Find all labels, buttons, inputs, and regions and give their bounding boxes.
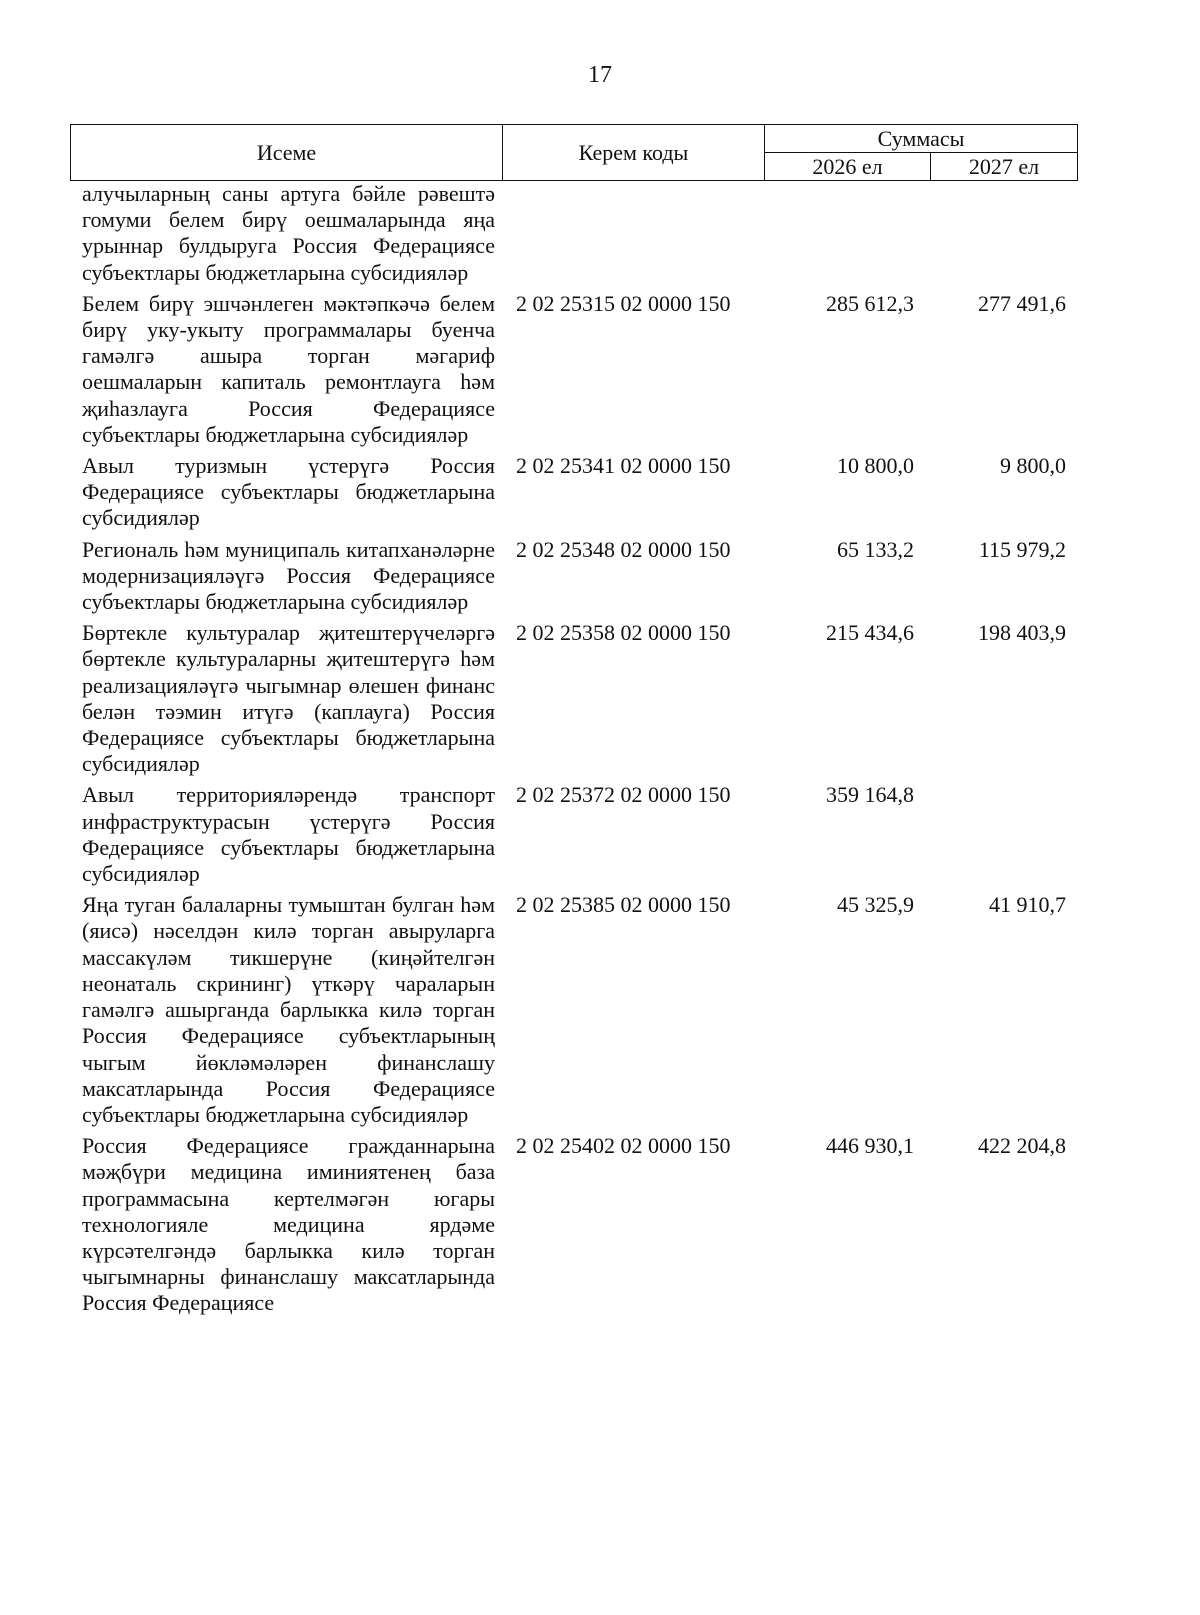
table-row: [70, 1133, 1078, 1316]
row-code: 2 02 25358 02 0000 150: [516, 620, 731, 646]
row-2026: 215 434,6: [826, 620, 914, 646]
header-sum: Суммасы: [765, 125, 1077, 153]
row-name: Белем бирү эшчәнлеген мәктәпкәчә белем бирү уку-укыту программалары буенча гамәлгә ашыра торган мәгариф оешмаларын капиталь ремонтлауга һәм җиһазлауга Россия Федерациясе субъектлары бюджетларына субсидияләр: [82, 290, 495, 447]
table-row: [70, 620, 1078, 777]
row-name: Авыл туризмын үстерүгә Россия Федерациясе субъектлары бюджетларына субсидияләр: [82, 453, 495, 531]
header-year-2026: 2026 ел: [765, 153, 931, 180]
row-name: Россия Федерациясе гражданнарына мәҗбүри медицина иминиятенең база программасына кертелмәгән югары технологияле медицина ярдәме күрсәтелгәндә барлыкка килә торган чыгымнарны финанслашу максатларында Россия Федерациясе: [82, 1133, 495, 1316]
row-2026: 65 133,2: [837, 536, 914, 562]
row-2027: 198 403,9: [978, 620, 1066, 646]
row-name: алучыларның саны артуга бәйле рәвештә гомуми белем бирү оешмаларында яңа урыннар булдыруга Россия Федерациясе субъектлары бюджетларына субсидияләр: [82, 181, 495, 285]
table-row: [70, 892, 1078, 1128]
table-body: [70, 181, 1078, 1322]
row-2026: 285 612,3: [826, 290, 914, 316]
row-2027: 422 204,8: [978, 1133, 1066, 1159]
row-code: 2 02 25315 02 0000 150: [516, 290, 731, 316]
table-row: [70, 537, 1078, 616]
row-2027: 41 910,7: [989, 892, 1066, 918]
row-2026: 359 164,8: [826, 782, 914, 808]
row-2027: 115 979,2: [978, 536, 1066, 562]
page-number: 17: [588, 62, 612, 88]
table-row: [70, 291, 1078, 448]
row-2027: 9 800,0: [1000, 453, 1066, 479]
row-code: 2 02 25341 02 0000 150: [516, 453, 731, 479]
row-2027: 277 491,6: [978, 290, 1066, 316]
header-code: Керем коды: [503, 125, 765, 180]
row-code: 2 02 25372 02 0000 150: [516, 782, 731, 808]
row-2026: 10 800,0: [837, 453, 914, 479]
row-2026: 446 930,1: [826, 1133, 914, 1159]
row-name: Авыл территорияләрендә транспорт инфраструктурасын үстерүгә Россия Федерациясе субъектлары бюджетларына субсидияләр: [82, 782, 495, 887]
row-code: 2 02 25385 02 0000 150: [516, 892, 731, 918]
header-year-2027: 2027 ел: [968, 153, 1040, 179]
row-2026: 45 325,9: [837, 892, 914, 918]
row-name: Бөртекле культуралар җитештерүчеләргә бөртекле культураларны җитештерүгә һәм реализацияләүгә чыгымнар өлешен финанс белән тәэмин итүгә (каплауга) Россия Федерациясе субъектлары бюджетларына субсидияләр: [82, 620, 495, 777]
row-name: Региональ һәм муниципаль китапханәләрне модернизацияләүгә Россия Федерациясе субъектлары бюджетларына субсидияләр: [82, 536, 495, 615]
table-row: [70, 782, 1078, 887]
row-code: 2 02 25402 02 0000 150: [516, 1133, 731, 1159]
table-row: [70, 453, 1078, 532]
row-name: Яңа туган балаларны тумыштан булган һәм (яисә) нәселдән килә торган авыруларга массакүләм тикшерүне (киңәйтелгән неонаталь скрининг) үткәрү чараларын гамәлгә ашырганда барлыкка килә торган Россия Федерациясе субъектларының чыгым йөкләмәләрен финанслашу максатларында Россия Федерациясе субъектлары бюджетларына субсидияләр: [82, 892, 495, 1127]
row-code: 2 02 25348 02 0000 150: [516, 536, 731, 562]
table-header: [70, 124, 1078, 181]
header-name: Исеме: [71, 125, 503, 180]
table-row: [70, 181, 1078, 286]
